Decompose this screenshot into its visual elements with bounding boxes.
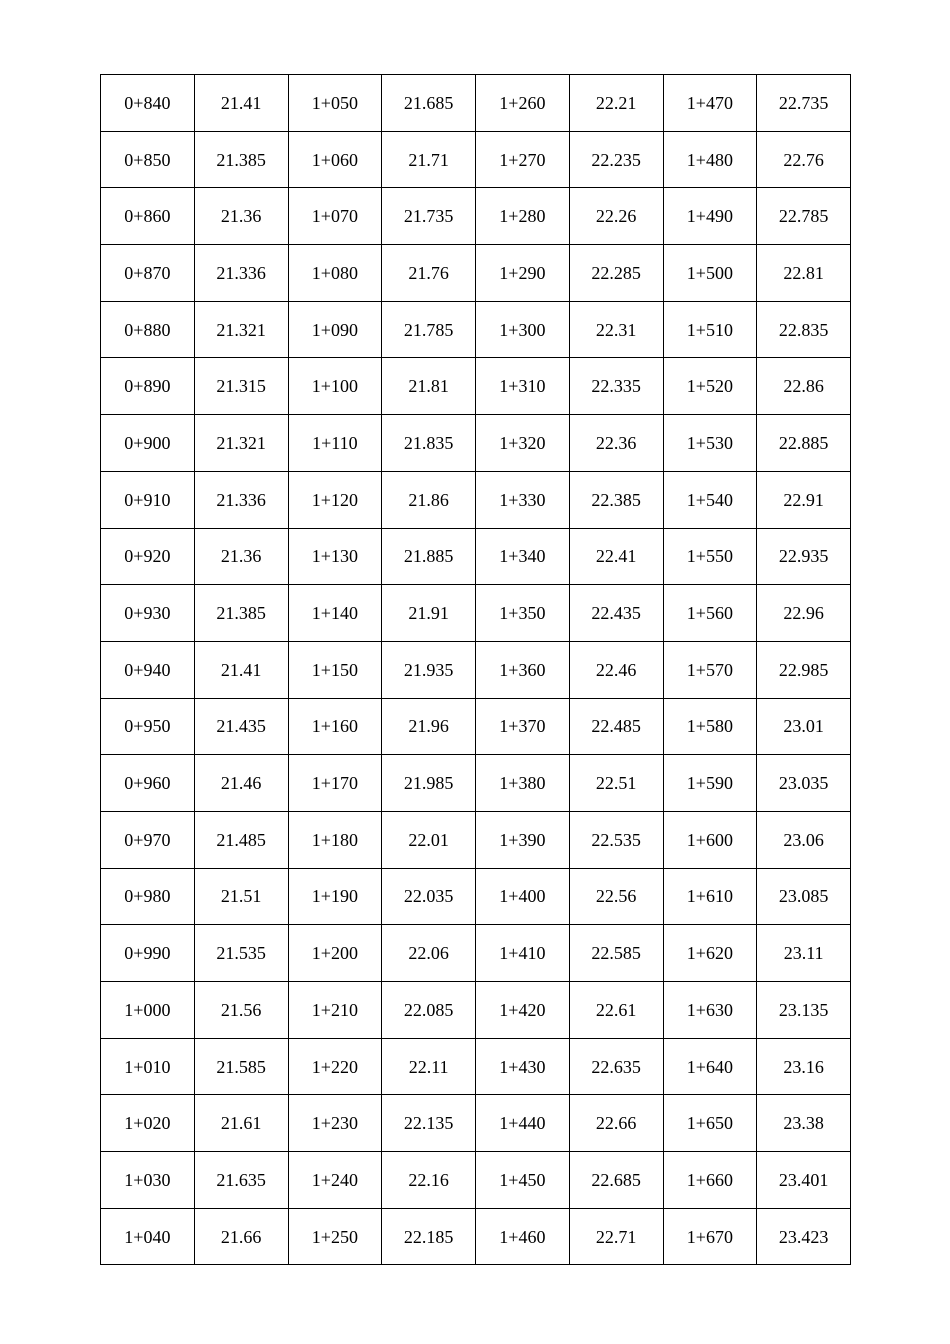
- elevation-cell: 22.435: [569, 585, 663, 642]
- elevation-cell: 21.935: [382, 641, 476, 698]
- station-cell: 1+500: [663, 245, 757, 302]
- elevation-cell: 21.56: [194, 982, 288, 1039]
- station-cell: 1+040: [101, 1208, 195, 1265]
- station-cell: 1+100: [288, 358, 382, 415]
- station-cell: 1+570: [663, 641, 757, 698]
- station-cell: 1+320: [476, 415, 570, 472]
- station-cell: 1+550: [663, 528, 757, 585]
- elevation-cell: 22.11: [382, 1038, 476, 1095]
- station-cell: 1+350: [476, 585, 570, 642]
- station-cell: 1+160: [288, 698, 382, 755]
- elevation-cell: 23.11: [757, 925, 851, 982]
- elevation-cell: 21.336: [194, 471, 288, 528]
- station-cell: 0+900: [101, 415, 195, 472]
- elevation-cell: 22.86: [757, 358, 851, 415]
- station-cell: 1+290: [476, 245, 570, 302]
- elevation-cell: 21.985: [382, 755, 476, 812]
- elevation-cell: 21.485: [194, 811, 288, 868]
- elevation-cell: 21.41: [194, 641, 288, 698]
- elevation-cell: 21.336: [194, 245, 288, 302]
- station-cell: 1+480: [663, 131, 757, 188]
- table-row: [101, 811, 851, 868]
- elevation-cell: 21.885: [382, 528, 476, 585]
- elevation-cell: 22.835: [757, 301, 851, 358]
- table-row: [101, 471, 851, 528]
- station-cell: 0+910: [101, 471, 195, 528]
- station-cell: 1+440: [476, 1095, 570, 1152]
- table-row: [101, 585, 851, 642]
- elevation-cell: 22.56: [569, 868, 663, 925]
- elevation-cell: 21.41: [194, 75, 288, 132]
- station-cell: 0+860: [101, 188, 195, 245]
- station-cell: 1+150: [288, 641, 382, 698]
- station-cell: 1+530: [663, 415, 757, 472]
- station-cell: 1+380: [476, 755, 570, 812]
- elevation-cell: 21.385: [194, 131, 288, 188]
- station-cell: 1+180: [288, 811, 382, 868]
- elevation-cell: 23.01: [757, 698, 851, 755]
- station-cell: 0+930: [101, 585, 195, 642]
- table-row: [101, 301, 851, 358]
- elevation-cell: 23.035: [757, 755, 851, 812]
- elevation-cell: 21.76: [382, 245, 476, 302]
- station-cell: 1+660: [663, 1152, 757, 1209]
- elevation-cell: 21.835: [382, 415, 476, 472]
- elevation-cell: 21.36: [194, 528, 288, 585]
- elevation-cell: 22.785: [757, 188, 851, 245]
- elevation-cell: 22.51: [569, 755, 663, 812]
- station-cell: 1+010: [101, 1038, 195, 1095]
- elevation-cell: 21.36: [194, 188, 288, 245]
- station-cell: 1+210: [288, 982, 382, 1039]
- station-cell: 1+280: [476, 188, 570, 245]
- station-cell: 0+870: [101, 245, 195, 302]
- station-cell: 1+520: [663, 358, 757, 415]
- station-cell: 0+940: [101, 641, 195, 698]
- elevation-cell: 22.66: [569, 1095, 663, 1152]
- elevation-cell: 22.76: [757, 131, 851, 188]
- station-cell: 1+560: [663, 585, 757, 642]
- elevation-cell: 22.26: [569, 188, 663, 245]
- elevation-cell: 22.96: [757, 585, 851, 642]
- elevation-cell: 23.16: [757, 1038, 851, 1095]
- elevation-cell: 23.135: [757, 982, 851, 1039]
- station-cell: 1+230: [288, 1095, 382, 1152]
- elevation-cell: 22.31: [569, 301, 663, 358]
- station-cell: 1+470: [663, 75, 757, 132]
- table-row: [101, 755, 851, 812]
- elevation-cell: 22.81: [757, 245, 851, 302]
- station-cell: 1+420: [476, 982, 570, 1039]
- station-cell: 1+250: [288, 1208, 382, 1265]
- elevation-cell: 21.81: [382, 358, 476, 415]
- elevation-cell: 21.321: [194, 301, 288, 358]
- elevation-cell: 22.21: [569, 75, 663, 132]
- table-row: [101, 698, 851, 755]
- station-cell: 1+070: [288, 188, 382, 245]
- table-row: [101, 868, 851, 925]
- elevation-cell: 23.401: [757, 1152, 851, 1209]
- station-cell: 1+650: [663, 1095, 757, 1152]
- station-cell: 0+990: [101, 925, 195, 982]
- elevation-cell: 23.38: [757, 1095, 851, 1152]
- elevation-cell: 22.035: [382, 868, 476, 925]
- station-cell: 1+300: [476, 301, 570, 358]
- elevation-cell: 23.085: [757, 868, 851, 925]
- station-cell: 0+890: [101, 358, 195, 415]
- elevation-cell: 21.315: [194, 358, 288, 415]
- station-cell: 0+950: [101, 698, 195, 755]
- elevation-cell: 21.585: [194, 1038, 288, 1095]
- elevation-cell: 22.335: [569, 358, 663, 415]
- table-row: [101, 1038, 851, 1095]
- elevation-cell: 22.91: [757, 471, 851, 528]
- station-cell: 1+410: [476, 925, 570, 982]
- station-cell: 1+400: [476, 868, 570, 925]
- station-cell: 1+030: [101, 1152, 195, 1209]
- station-cell: 1+630: [663, 982, 757, 1039]
- station-cell: 1+020: [101, 1095, 195, 1152]
- elevation-cell: 22.185: [382, 1208, 476, 1265]
- table-row: [101, 245, 851, 302]
- elevation-cell: 22.735: [757, 75, 851, 132]
- station-cell: 1+270: [476, 131, 570, 188]
- elevation-cell: 22.585: [569, 925, 663, 982]
- station-cell: 0+850: [101, 131, 195, 188]
- table-row: [101, 131, 851, 188]
- station-cell: 1+080: [288, 245, 382, 302]
- data-table: [100, 74, 851, 1265]
- station-cell: 1+110: [288, 415, 382, 472]
- table-row: [101, 528, 851, 585]
- station-cell: 1+460: [476, 1208, 570, 1265]
- elevation-cell: 22.085: [382, 982, 476, 1039]
- elevation-cell: 22.285: [569, 245, 663, 302]
- station-cell: 1+540: [663, 471, 757, 528]
- elevation-cell: 22.46: [569, 641, 663, 698]
- elevation-cell: 22.06: [382, 925, 476, 982]
- elevation-cell: 23.06: [757, 811, 851, 868]
- station-cell: 1+170: [288, 755, 382, 812]
- table-row: [101, 358, 851, 415]
- elevation-cell: 21.91: [382, 585, 476, 642]
- station-cell: 1+430: [476, 1038, 570, 1095]
- station-cell: 1+310: [476, 358, 570, 415]
- station-cell: 1+140: [288, 585, 382, 642]
- elevation-cell: 22.71: [569, 1208, 663, 1265]
- station-cell: 1+490: [663, 188, 757, 245]
- elevation-cell: 22.16: [382, 1152, 476, 1209]
- elevation-cell: 21.96: [382, 698, 476, 755]
- station-cell: 1+000: [101, 982, 195, 1039]
- station-cell: 1+510: [663, 301, 757, 358]
- station-cell: 1+370: [476, 698, 570, 755]
- station-cell: 1+610: [663, 868, 757, 925]
- table-row: [101, 1095, 851, 1152]
- table-body: [101, 75, 851, 1265]
- station-cell: 1+590: [663, 755, 757, 812]
- elevation-cell: 21.321: [194, 415, 288, 472]
- table-row: [101, 641, 851, 698]
- elevation-cell: 21.435: [194, 698, 288, 755]
- elevation-cell: 21.61: [194, 1095, 288, 1152]
- station-cell: 1+090: [288, 301, 382, 358]
- station-cell: 0+920: [101, 528, 195, 585]
- station-cell: 1+620: [663, 925, 757, 982]
- station-cell: 1+190: [288, 868, 382, 925]
- elevation-cell: 22.135: [382, 1095, 476, 1152]
- elevation-cell: 21.86: [382, 471, 476, 528]
- station-cell: 0+970: [101, 811, 195, 868]
- table-row: [101, 1152, 851, 1209]
- elevation-cell: 21.735: [382, 188, 476, 245]
- elevation-cell: 22.985: [757, 641, 851, 698]
- elevation-cell: 21.46: [194, 755, 288, 812]
- station-cell: 0+960: [101, 755, 195, 812]
- station-cell: 1+390: [476, 811, 570, 868]
- elevation-cell: 22.635: [569, 1038, 663, 1095]
- station-cell: 1+600: [663, 811, 757, 868]
- station-cell: 1+670: [663, 1208, 757, 1265]
- table-row: [101, 415, 851, 472]
- elevation-cell: 22.535: [569, 811, 663, 868]
- elevation-cell: 22.385: [569, 471, 663, 528]
- elevation-cell: 22.885: [757, 415, 851, 472]
- station-cell: 1+050: [288, 75, 382, 132]
- station-cell: 1+260: [476, 75, 570, 132]
- station-cell: 1+330: [476, 471, 570, 528]
- station-cell: 1+200: [288, 925, 382, 982]
- elevation-cell: 21.635: [194, 1152, 288, 1209]
- station-cell: 0+980: [101, 868, 195, 925]
- table-row: [101, 1208, 851, 1265]
- elevation-cell: 21.71: [382, 131, 476, 188]
- station-cell: 0+880: [101, 301, 195, 358]
- elevation-cell: 23.423: [757, 1208, 851, 1265]
- elevation-cell: 21.535: [194, 925, 288, 982]
- station-cell: 0+840: [101, 75, 195, 132]
- elevation-cell: 22.36: [569, 415, 663, 472]
- elevation-cell: 21.385: [194, 585, 288, 642]
- elevation-cell: 22.685: [569, 1152, 663, 1209]
- elevation-cell: 21.685: [382, 75, 476, 132]
- table-row: [101, 925, 851, 982]
- station-cell: 1+240: [288, 1152, 382, 1209]
- station-cell: 1+060: [288, 131, 382, 188]
- elevation-cell: 22.485: [569, 698, 663, 755]
- station-cell: 1+130: [288, 528, 382, 585]
- table-row: [101, 188, 851, 245]
- elevation-cell: 22.235: [569, 131, 663, 188]
- station-cell: 1+220: [288, 1038, 382, 1095]
- elevation-cell: 22.01: [382, 811, 476, 868]
- station-cell: 1+580: [663, 698, 757, 755]
- elevation-cell: 21.66: [194, 1208, 288, 1265]
- station-cell: 1+640: [663, 1038, 757, 1095]
- station-cell: 1+340: [476, 528, 570, 585]
- elevation-cell: 22.61: [569, 982, 663, 1039]
- table-row: [101, 982, 851, 1039]
- table-row: [101, 75, 851, 132]
- elevation-cell: 22.41: [569, 528, 663, 585]
- elevation-cell: 22.935: [757, 528, 851, 585]
- station-cell: 1+450: [476, 1152, 570, 1209]
- station-cell: 1+120: [288, 471, 382, 528]
- elevation-cell: 21.51: [194, 868, 288, 925]
- elevation-cell: 21.785: [382, 301, 476, 358]
- station-cell: 1+360: [476, 641, 570, 698]
